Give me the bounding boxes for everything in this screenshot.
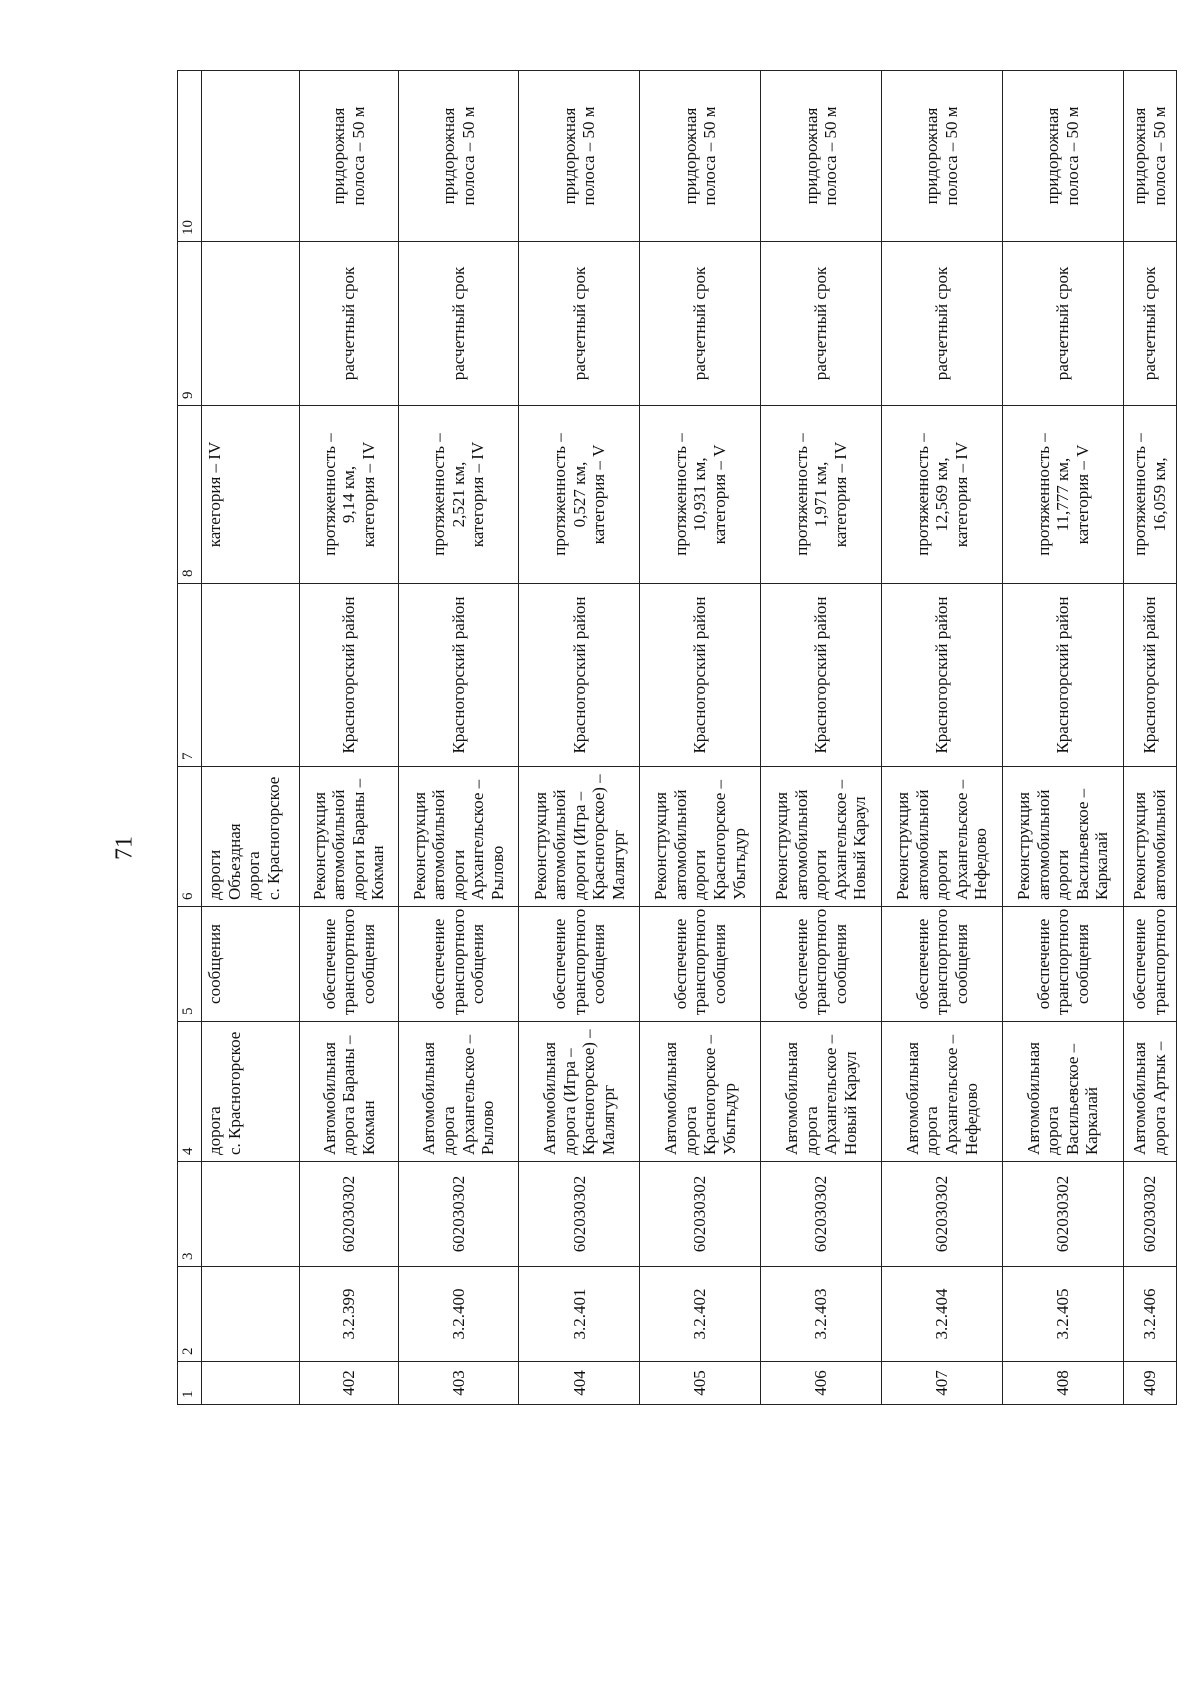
location-cell: Красногорский район xyxy=(1002,584,1123,767)
roads-table xyxy=(177,70,1177,1405)
row-number-cell: 403 xyxy=(398,1362,519,1405)
table-row xyxy=(519,71,640,1405)
col-header-1: 1 xyxy=(178,1362,202,1405)
term-cell: расчетный срок xyxy=(640,242,761,406)
page-number: 71 xyxy=(111,836,138,860)
road-name-cell: дорога с. Красногорское xyxy=(202,1022,300,1162)
code-cell: 3.2.405 xyxy=(1002,1267,1123,1362)
term-cell: расчетный срок xyxy=(1123,242,1176,406)
purpose-cell: обеспечение транспортного сообщения xyxy=(519,907,640,1022)
continuation-row xyxy=(202,71,300,1405)
road-name-cell: Автомобильная дорога Артык – xyxy=(1123,1022,1176,1162)
location-cell: Красногорский район xyxy=(300,584,398,767)
code-cell: 3.2.406 xyxy=(1123,1267,1176,1362)
zone-cell: придорожная полоса – 50 м xyxy=(640,71,761,242)
row-number-cell: 408 xyxy=(1002,1362,1123,1405)
specs-cell: категория – IV xyxy=(202,406,300,584)
row-number-cell: 409 xyxy=(1123,1362,1176,1405)
event-cell: Реконструкция автомобильной дороги (Игра – Красногорское) – Малягург xyxy=(519,767,640,907)
zone-cell: придорожная полоса – 50 м xyxy=(398,71,519,242)
specs-cell: протяженность – 9,14 км, категория – IV xyxy=(300,406,398,584)
event-cell: Реконструкция автомобильной дороги Васильевское – Каркалай xyxy=(1002,767,1123,907)
term-cell: расчетный срок xyxy=(761,242,882,406)
zone-cell: придорожная полоса – 50 м xyxy=(300,71,398,242)
oktmo-cell: 602030302 xyxy=(761,1162,882,1267)
table-body xyxy=(202,71,1177,1405)
table-cell xyxy=(202,242,300,406)
purpose-cell: обеспечение транспортного сообщения xyxy=(398,907,519,1022)
specs-cell: протяженность – 16,059 км, xyxy=(1123,406,1176,584)
term-cell: расчетный срок xyxy=(882,242,1003,406)
table-row xyxy=(761,71,882,1405)
specs-cell: протяженность – 1,971 км, категория – IV xyxy=(761,406,882,584)
table-row xyxy=(398,71,519,1405)
purpose-cell: обеспечение транспортного xyxy=(1123,907,1176,1022)
purpose-cell: сообщения xyxy=(202,907,300,1022)
term-cell: расчетный срок xyxy=(519,242,640,406)
road-name-cell: Автомобильная дорога (Игра – Красногорское) – Малягург xyxy=(519,1022,640,1162)
road-name-cell: Автомобильная дорога Красногорское – Убытьдур xyxy=(640,1022,761,1162)
road-name-cell: Автомобильная дорога Архангельское – Нефедово xyxy=(882,1022,1003,1162)
event-cell: Реконструкция автомобильной дороги Архангельское – Новый Караул xyxy=(761,767,882,907)
specs-cell: протяженность – 2,521 км, категория – IV xyxy=(398,406,519,584)
location-cell: Красногорский район xyxy=(761,584,882,767)
table-row xyxy=(640,71,761,1405)
specs-cell: протяженность – 0,527 км, категория – V xyxy=(519,406,640,584)
code-cell: 3.2.403 xyxy=(761,1267,882,1362)
event-cell: Реконструкция автомобильной дороги Красногорское – Убытьдур xyxy=(640,767,761,907)
zone-cell: придорожная полоса – 50 м xyxy=(761,71,882,242)
col-header-9: 9 xyxy=(178,242,202,406)
rotated-table xyxy=(177,71,1177,1405)
event-cell: Реконструкция автомобильной дороги Архангельское – Нефедово xyxy=(882,767,1003,907)
row-number-cell: 405 xyxy=(640,1362,761,1405)
code-cell: 3.2.402 xyxy=(640,1267,761,1362)
oktmo-cell: 602030302 xyxy=(398,1162,519,1267)
table-cell xyxy=(202,1362,300,1405)
code-cell: 3.2.404 xyxy=(882,1267,1003,1362)
col-header-6: 6 xyxy=(178,767,202,907)
event-cell: Реконструкция автомобильной дороги Архангельское – Рылово xyxy=(398,767,519,907)
location-cell: Красногорский район xyxy=(519,584,640,767)
zone-cell: придорожная полоса – 50 м xyxy=(519,71,640,242)
column-number-row xyxy=(178,71,202,1405)
col-header-7: 7 xyxy=(178,584,202,767)
oktmo-cell: 602030302 xyxy=(519,1162,640,1267)
row-number-cell: 407 xyxy=(882,1362,1003,1405)
row-number-cell: 404 xyxy=(519,1362,640,1405)
oktmo-cell: 602030302 xyxy=(640,1162,761,1267)
table-row xyxy=(300,71,398,1405)
table-cell xyxy=(202,584,300,767)
event-cell: Реконструкция автомобильной дороги Бараны – Кокман xyxy=(300,767,398,907)
road-name-cell: Автомобильная дорога Бараны – Кокман xyxy=(300,1022,398,1162)
specs-cell: протяженность – 11,777 км, категория – V xyxy=(1002,406,1123,584)
table-container xyxy=(177,71,1177,1405)
oktmo-cell: 602030302 xyxy=(1002,1162,1123,1267)
event-cell: дороги Объездная дорога с. Красногорское xyxy=(202,767,300,907)
purpose-cell: обеспечение транспортного сообщения xyxy=(640,907,761,1022)
col-header-10: 10 xyxy=(178,71,202,242)
table-row xyxy=(1002,71,1123,1405)
location-cell: Красногорский район xyxy=(882,584,1003,767)
col-header-4: 4 xyxy=(178,1022,202,1162)
location-cell: Красногорский район xyxy=(398,584,519,767)
specs-cell: протяженность – 10,931 км, категория – V xyxy=(640,406,761,584)
purpose-cell: обеспечение транспортного сообщения xyxy=(1002,907,1123,1022)
row-number-cell: 406 xyxy=(761,1362,882,1405)
code-cell: 3.2.399 xyxy=(300,1267,398,1362)
oktmo-cell: 602030302 xyxy=(1123,1162,1176,1267)
oktmo-cell: 602030302 xyxy=(882,1162,1003,1267)
specs-cell: протяженность – 12,569 км, категория – IV xyxy=(882,406,1003,584)
table-row xyxy=(1123,71,1176,1405)
col-header-2: 2 xyxy=(178,1267,202,1362)
zone-cell: придорожная полоса – 50 м xyxy=(882,71,1003,242)
location-cell: Красногорский район xyxy=(1123,584,1176,767)
table-cell xyxy=(202,1162,300,1267)
purpose-cell: обеспечение транспортного сообщения xyxy=(761,907,882,1022)
zone-cell: придорожная полоса – 50 м xyxy=(1123,71,1176,242)
road-name-cell: Автомобильная дорога Архангельское – Рылово xyxy=(398,1022,519,1162)
oktmo-cell: 602030302 xyxy=(300,1162,398,1267)
term-cell: расчетный срок xyxy=(300,242,398,406)
term-cell: расчетный срок xyxy=(398,242,519,406)
zone-cell: придорожная полоса – 50 м xyxy=(1002,71,1123,242)
row-number-cell: 402 xyxy=(300,1362,398,1405)
table-row xyxy=(882,71,1003,1405)
code-cell: 3.2.401 xyxy=(519,1267,640,1362)
location-cell: Красногорский район xyxy=(640,584,761,767)
road-name-cell: Автомобильная дорога Васильевское – Каркалай xyxy=(1002,1022,1123,1162)
road-name-cell: Автомобильная дорога Архангельское – Новый Караул xyxy=(761,1022,882,1162)
col-header-8: 8 xyxy=(178,406,202,584)
col-header-3: 3 xyxy=(178,1162,202,1267)
term-cell: расчетный срок xyxy=(1002,242,1123,406)
code-cell: 3.2.400 xyxy=(398,1267,519,1362)
purpose-cell: обеспечение транспортного сообщения xyxy=(300,907,398,1022)
purpose-cell: обеспечение транспортного сообщения xyxy=(882,907,1003,1022)
col-header-5: 5 xyxy=(178,907,202,1022)
event-cell: Реконструкция автомобильной xyxy=(1123,767,1176,907)
table-cell xyxy=(202,71,300,242)
table-cell xyxy=(202,1267,300,1362)
